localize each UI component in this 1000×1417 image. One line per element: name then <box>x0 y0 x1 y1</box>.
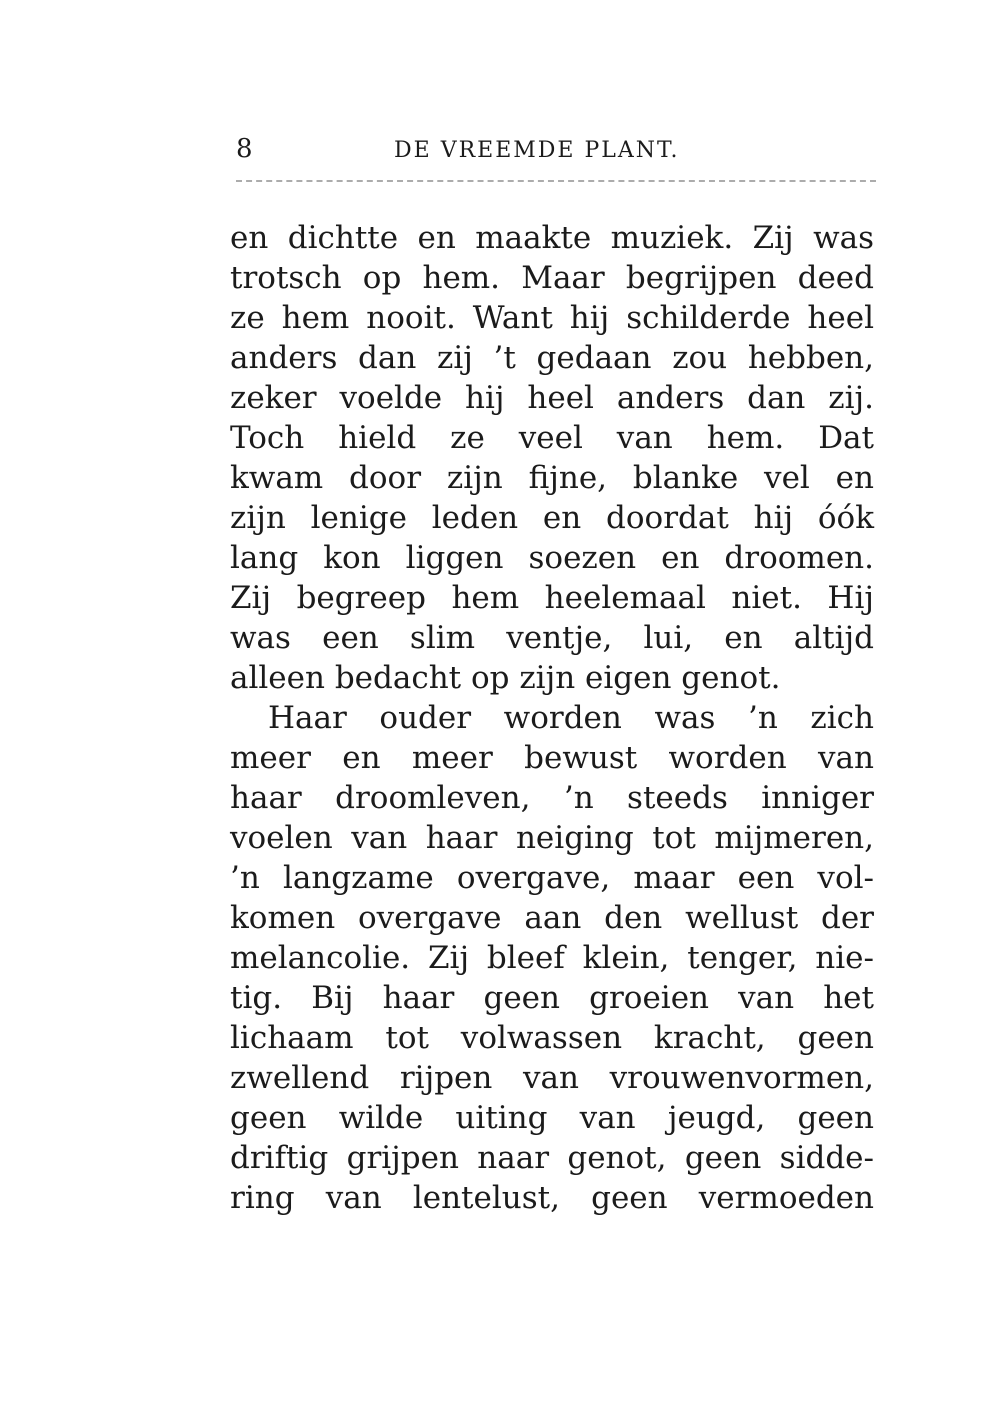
text-line: zeker voelde hij heel anders dan zij. <box>230 380 874 416</box>
text-line: melancolie. Zij bleef klein, tenger, nie- <box>230 940 874 976</box>
text-line: tig. Bij haar geen groeien van het <box>230 980 874 1016</box>
text-line: geen wilde uiting van jeugd, geen <box>230 1100 874 1136</box>
paragraph-2 <box>230 698 874 1218</box>
page-number: 8 <box>236 134 253 164</box>
text-line: alleen bedacht op zijn eigen genot. <box>230 660 781 696</box>
text-line: komen overgave aan den wellust der <box>230 900 874 936</box>
running-header <box>236 134 876 174</box>
text-line: Toch hield ze veel van hem. Dat <box>230 420 874 456</box>
text-line: was een slim ventje, lui, en altijd <box>230 620 874 656</box>
text-line: lichaam tot volwassen kracht, geen <box>230 1020 874 1056</box>
text-line: ze hem nooit. Want hij schilderde heel <box>230 300 874 336</box>
text-line: en dichtte en maakte muziek. Zij was <box>230 220 874 256</box>
body-text <box>230 218 874 1218</box>
text-line: Zij begreep hem heelemaal niet. Hij <box>230 580 874 616</box>
header-rule <box>236 180 876 182</box>
running-title: DE VREEMDE PLANT. <box>394 138 680 163</box>
text-line: haar droomleven, ’n steeds inniger <box>230 780 874 816</box>
text-line: ’n langzame overgave, maar een vol- <box>230 860 874 896</box>
text-line: zijn lenige leden en doordat hij óók <box>230 500 874 536</box>
text-line: ring van lentelust, geen vermoeden <box>230 1180 874 1216</box>
text-line: meer en meer bewust worden van <box>230 740 874 776</box>
text-line: Haar ouder worden was ’n zich <box>268 700 874 736</box>
text-line: lang kon liggen soezen en droomen. <box>230 540 874 576</box>
text-line: trotsch op hem. Maar begrijpen deed <box>230 260 874 296</box>
text-line: zwellend rijpen van vrouwenvormen, <box>230 1060 874 1096</box>
text-line: anders dan zij ’t gedaan zou hebben, <box>230 340 874 376</box>
text-line: voelen van haar neiging tot mijmeren, <box>230 820 874 856</box>
paragraph-1 <box>230 218 874 698</box>
text-line: kwam door zijn fijne, blanke vel en <box>230 460 874 496</box>
text-line: driftig grijpen naar genot, geen sidde- <box>230 1140 874 1176</box>
